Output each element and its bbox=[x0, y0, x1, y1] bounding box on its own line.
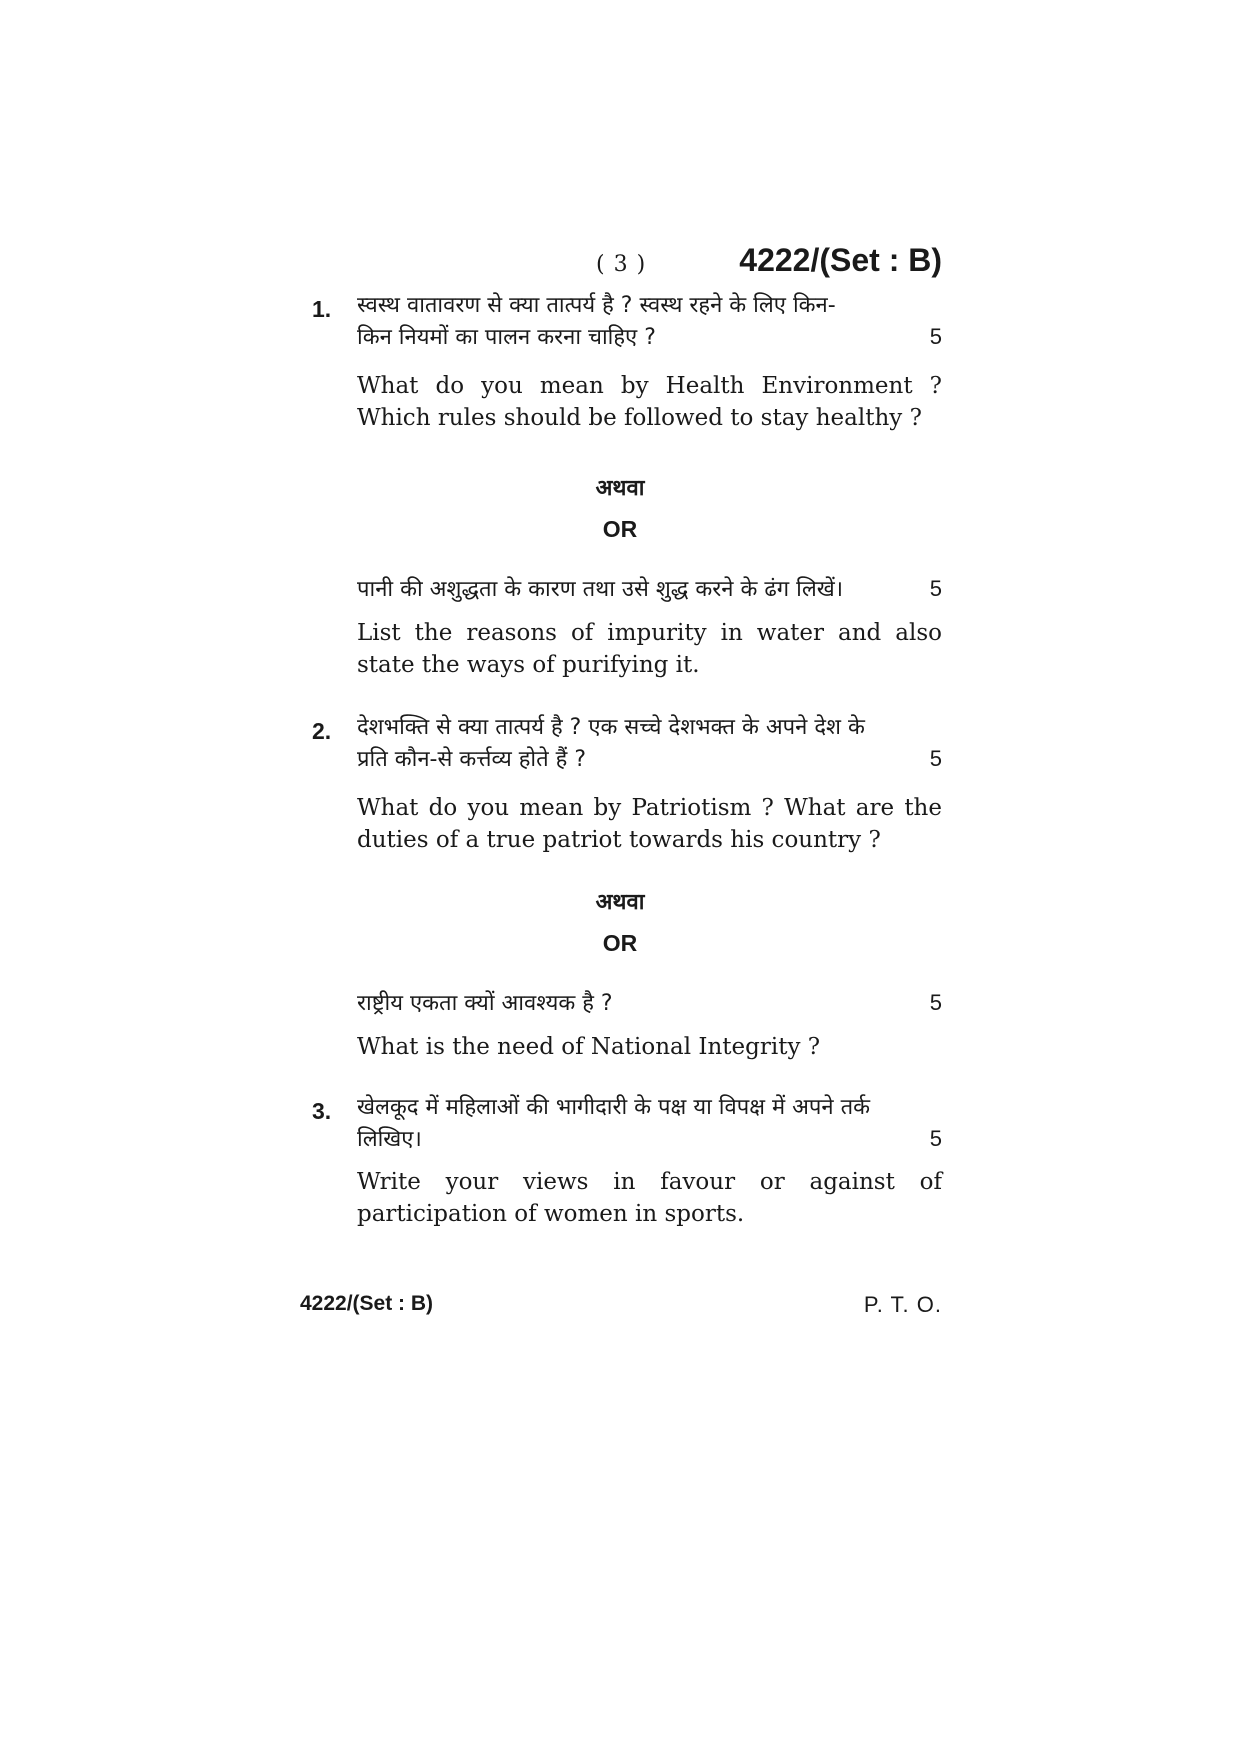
question-1-hindi-line1: स्वस्थ वातावरण से क्या तात्पर्य है ? स्वस्थ रहने के लिए किन- bbox=[357, 293, 836, 318]
question-1-alt-english-line2: state the ways of purifying it. bbox=[357, 652, 700, 678]
question-2-english-line1: What do you mean by Patriotism ? What are the bbox=[357, 795, 942, 821]
question-2-alt-hindi-text: राष्ट्रीय एकता क्यों आवश्यक है ? bbox=[357, 991, 613, 1016]
question-1-alternative-english bbox=[357, 617, 942, 681]
question-number-3: 3. bbox=[312, 1098, 332, 1124]
question-2-alt-marks: 5 bbox=[929, 990, 942, 1015]
question-2-hindi-line2: प्रति कौन-से कर्त्तव्य होते हैं ? bbox=[357, 747, 586, 772]
question-1-english bbox=[357, 370, 942, 434]
question-3-english-line1: Write your views in favour or against of bbox=[357, 1169, 942, 1195]
question-1-marks: 5 bbox=[929, 324, 942, 349]
set-code-header: 4222/(Set : B) bbox=[739, 242, 942, 278]
question-1-or-english: OR bbox=[602, 516, 638, 542]
question-3-hindi bbox=[357, 1092, 942, 1156]
question-2-alternative-hindi bbox=[357, 988, 942, 1020]
question-1-english-line2: Which rules should be followed to stay healthy ? bbox=[357, 405, 922, 431]
question-2-alternative-english bbox=[357, 1031, 942, 1063]
question-1-alt-english-line1: List the reasons of impurity in water and also bbox=[357, 620, 942, 646]
question-1-alt-hindi-text: पानी की अशुद्धता के कारण तथा उसे शुद्ध करने के ढंग लिखें। bbox=[357, 577, 844, 602]
question-1-or-hindi: अथवा bbox=[595, 476, 645, 501]
question-3-marks: 5 bbox=[929, 1126, 942, 1151]
footer-set-code: 4222/(Set : B) bbox=[300, 1292, 434, 1315]
question-3-english bbox=[357, 1166, 942, 1230]
question-3-hindi-line1: खेलकूद में महिलाओं की भागीदारी के पक्ष या विपक्ष में अपने तर्क bbox=[357, 1095, 871, 1120]
question-2-marks: 5 bbox=[929, 746, 942, 771]
question-3-english-line2: participation of women in sports. bbox=[357, 1201, 745, 1227]
question-2-hindi bbox=[357, 712, 942, 776]
footer-pto: P. T. O. bbox=[863, 1292, 942, 1317]
question-3-hindi-line2: लिखिए। bbox=[357, 1127, 422, 1152]
question-1-hindi bbox=[357, 290, 942, 354]
question-2-english bbox=[357, 792, 942, 856]
question-2-english-line2: duties of a true patriot towards his country ? bbox=[357, 827, 881, 853]
page-number: ( 3 ) bbox=[596, 252, 647, 277]
question-2-alt-english-line1: What is the need of National Integrity ? bbox=[357, 1034, 821, 1060]
question-2-or-hindi: अथवा bbox=[595, 890, 645, 915]
question-number-1: 1. bbox=[312, 296, 332, 322]
question-1-english-line1: What do you mean by Health Environment ? bbox=[357, 373, 942, 399]
question-1-hindi-line2: किन नियमों का पालन करना चाहिए ? bbox=[357, 325, 656, 350]
question-1-alt-marks: 5 bbox=[929, 576, 942, 601]
question-1-alternative-hindi bbox=[357, 574, 942, 606]
question-2-hindi-line1: देशभक्ति से क्या तात्पर्य है ? एक सच्चे देशभक्त के अपने देश के bbox=[357, 715, 865, 740]
question-number-2: 2. bbox=[312, 718, 332, 744]
question-2-or-english: OR bbox=[602, 930, 638, 956]
